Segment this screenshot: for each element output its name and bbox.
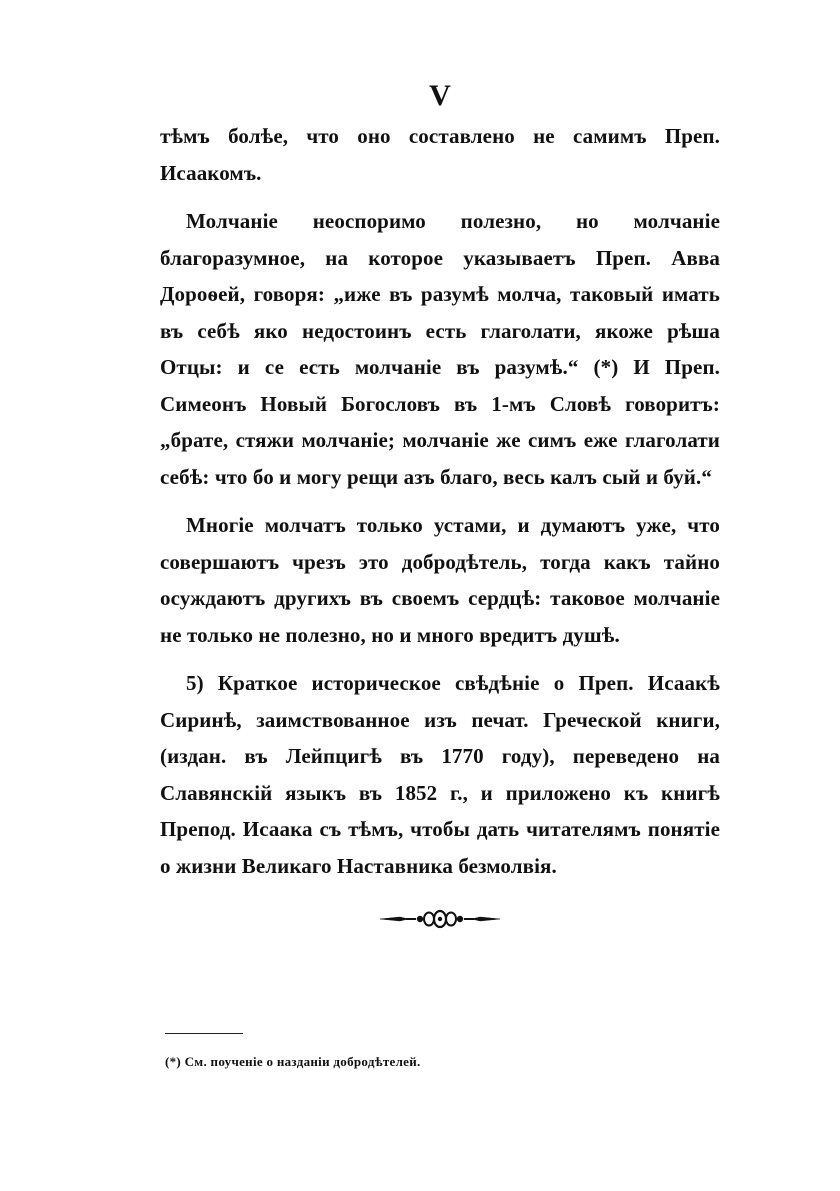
page-body xyxy=(160,78,720,884)
paragraph-item-5: 5) Краткое историческое свѣдѣніе о Преп. Исаакѣ Сиринѣ, заимствованное изъ печат. Греческой книги, (издан. въ Лейпцигѣ въ 1770 году), переведено на Славянскій языкъ въ 1852 г., и приложено къ книгѣ Препод. Исаака съ тѣмъ, чтобы дать читателямъ понятіе о жизни Великаго Наставника безмолвія. xyxy=(160,671,720,878)
footnote: (*) См. поученіе о назданіи добродѣтелей. xyxy=(165,1054,421,1069)
paragraph-silence-reasoned: Молчаніе неоспоримо полезно, но молчаніе благоразумное, на которое указываетъ Преп. Авва Дороѳей, говоря: „иже въ разумѣ молча, таковый имать въ себѣ яко недостоинъ есть глаголати, якоже рѣша Отцы: и се есть молчаніе въ разумѣ.“ (*) И Преп. Симеонъ Новый Богословъ въ 1-мъ Словѣ говоритъ: „брате, стяжи молчаніе; молчаніе же симъ еже глаголати себѣ: что бо и могу рещи азъ благо, весь калъ сый и буй.“ xyxy=(160,209,720,489)
paragraph-silence-lips: Многіе молчатъ только устами, и думаютъ уже, что совершаютъ чрезъ это добродѣтель, тогда какъ тайно осуждаютъ другихъ въ своемъ сердцѣ: таковое молчаніе не только не полезно, но и много вредитъ душѣ. xyxy=(160,513,720,647)
main-text xyxy=(160,118,720,884)
paragraph-continuation: тѣмъ болѣе, что оно составлено не самимъ Преп. Исаакомъ. xyxy=(160,124,720,185)
ornament-divider-icon xyxy=(378,908,502,930)
page-number: V xyxy=(429,79,451,112)
footnote-rule xyxy=(165,1033,243,1034)
